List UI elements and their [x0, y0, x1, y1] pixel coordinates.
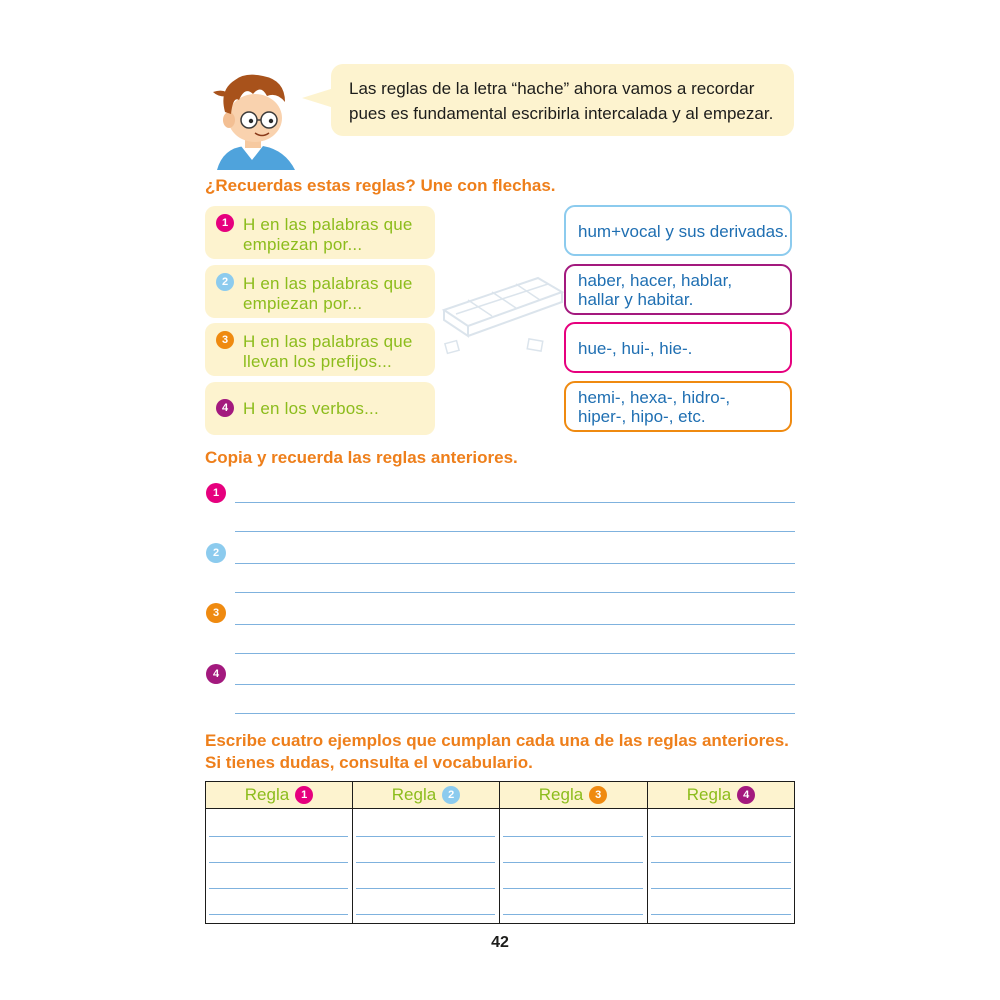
writing-line[interactable]	[235, 502, 795, 503]
rule-text-4	[243, 399, 433, 419]
number-badge-2: 2	[216, 273, 234, 291]
column-label: Regla	[538, 785, 584, 804]
table-header-regla-4	[648, 784, 794, 806]
table-writing-line[interactable]	[651, 862, 791, 863]
answer-text-2	[578, 271, 793, 309]
column-label: Regla	[686, 785, 732, 804]
writing-line[interactable]	[235, 713, 795, 714]
section-heading-copy: Copia y recuerda las reglas anteriores.	[205, 448, 518, 467]
boy-character-illustration	[205, 70, 300, 170]
table-header-regla-3	[500, 784, 646, 806]
writing-line[interactable]	[235, 563, 795, 564]
examples-heading-line-1: Escribe cuatro ejemplos que cumplan cada una de las reglas anteriores.	[205, 731, 789, 750]
table-writing-line[interactable]	[356, 862, 495, 863]
rule-3-line-1: H en las palabras que	[243, 332, 413, 351]
bubble-line-2: pues es fundamental escribirla intercalada y al empezar.	[349, 104, 774, 123]
writing-line[interactable]	[235, 653, 795, 654]
answer-text-3: hue-, hui-, hie-.	[578, 339, 693, 358]
answer-text-1: hum+vocal y sus derivadas.	[578, 222, 789, 241]
answer-text-4	[578, 388, 793, 426]
page-number: 42	[491, 934, 509, 951]
examples-heading-line-2: Si tienes dudas, consulta el vocabulario.	[205, 753, 533, 772]
number-badge-3: 3	[216, 331, 234, 349]
number-badge-1: 1	[216, 214, 234, 232]
table-header-regla-2	[353, 784, 499, 806]
table-writing-line[interactable]	[209, 862, 348, 863]
table-writing-line[interactable]	[356, 836, 495, 837]
answer-4-line-2: hiper-, hipo-, etc.	[578, 407, 706, 426]
rule-2-line-1: H en las palabras que	[243, 274, 413, 293]
answer-2-line-2: hallar y habitar.	[578, 290, 694, 309]
table-writing-line[interactable]	[356, 888, 495, 889]
writing-line[interactable]	[235, 684, 795, 685]
table-writing-line[interactable]	[651, 914, 791, 915]
table-writing-line[interactable]	[503, 888, 643, 889]
writing-line[interactable]	[235, 592, 795, 593]
copy-number-2: 2	[206, 543, 226, 563]
writing-line[interactable]	[235, 531, 795, 532]
column-label: Regla	[391, 785, 437, 804]
table-writing-line[interactable]	[209, 836, 348, 837]
column-number-badge: 2	[442, 786, 460, 804]
section-heading-examples	[205, 730, 789, 774]
table-writing-line[interactable]	[503, 914, 643, 915]
copy-number-3: 3	[206, 603, 226, 623]
table-writing-line[interactable]	[209, 888, 348, 889]
table-writing-line[interactable]	[209, 914, 348, 915]
table-writing-line[interactable]	[651, 836, 791, 837]
table-writing-line[interactable]	[651, 888, 791, 889]
section-heading-match: ¿Recuerdas estas reglas? Une con flechas.	[205, 176, 556, 195]
table-writing-line[interactable]	[503, 836, 643, 837]
speech-bubble-text	[349, 76, 789, 126]
column-number-badge: 4	[737, 786, 755, 804]
answer-4-line-1: hemi-, hexa-, hidro-,	[578, 388, 731, 407]
rule-text-2	[243, 274, 433, 314]
number-badge-4: 4	[216, 399, 234, 417]
column-label: Regla	[244, 785, 290, 804]
rule-text-1	[243, 215, 433, 255]
rule-4-line-1: H en los verbos...	[243, 399, 379, 418]
writing-line[interactable]	[235, 624, 795, 625]
table-writing-line[interactable]	[503, 862, 643, 863]
copy-number-4: 4	[206, 664, 226, 684]
rule-1-line-2: empiezan por...	[243, 235, 363, 254]
column-number-badge: 1	[295, 786, 313, 804]
answer-2-line-1: haber, hacer, hablar,	[578, 271, 733, 290]
column-number-badge: 3	[589, 786, 607, 804]
table-header-regla-1	[206, 784, 352, 806]
table-writing-line[interactable]	[356, 914, 495, 915]
rule-1-line-1: H en las palabras que	[243, 215, 413, 234]
ice-tray-illustration	[438, 270, 568, 360]
rule-2-line-2: empiezan por...	[243, 294, 363, 313]
rule-text-3	[243, 332, 433, 372]
speech-bubble-tail	[302, 88, 334, 108]
rule-3-line-2: llevan los prefijos...	[243, 352, 392, 371]
bubble-line-1: Las reglas de la letra “hache” ahora vamos a recordar	[349, 79, 755, 98]
copy-number-1: 1	[206, 483, 226, 503]
